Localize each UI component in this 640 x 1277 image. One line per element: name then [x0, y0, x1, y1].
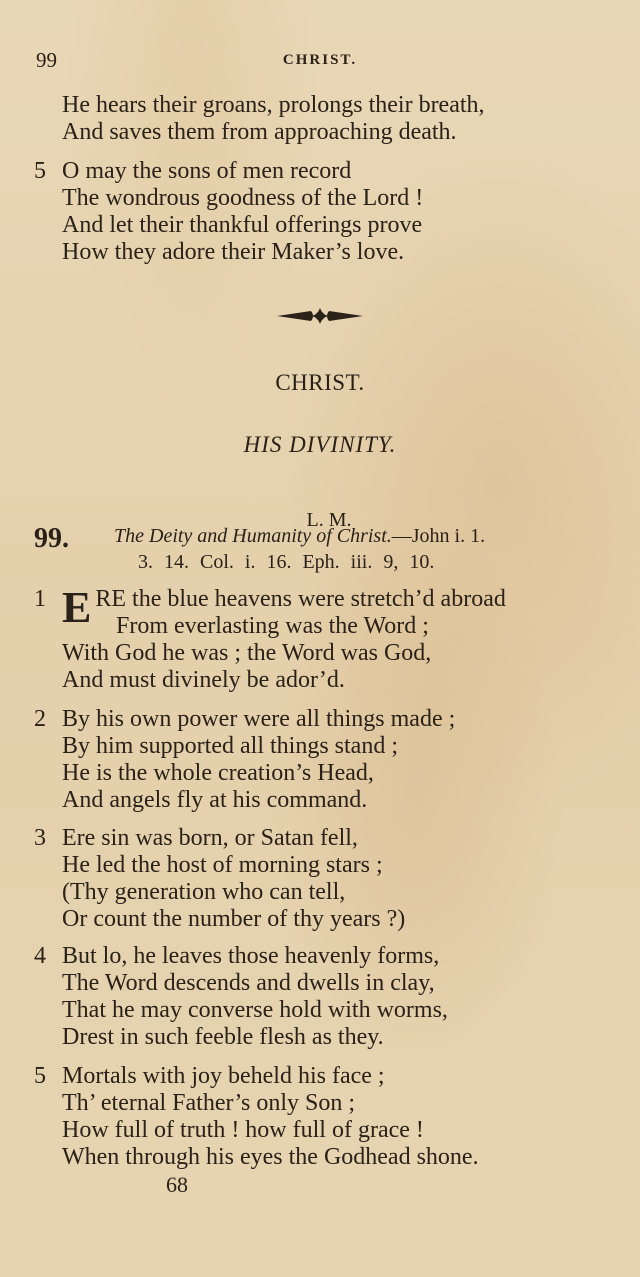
- hymn-title-reference: —John i. 1.: [391, 525, 486, 547]
- verse-line: How full of truth ! how full of grace !: [62, 1117, 424, 1143]
- page-number: 99: [36, 48, 57, 72]
- verse-line: He is the whole creation’s Head,: [62, 760, 374, 786]
- verse-line: O may the sons of men record: [62, 158, 352, 184]
- hymn-number: 99.: [34, 523, 69, 554]
- hymn-stanza-3: [34, 825, 405, 933]
- verse-line: Ere sin was born, or Satan fell,: [62, 825, 358, 851]
- drop-cap: E: [62, 583, 92, 632]
- stanza-number: 1: [34, 586, 46, 612]
- previous-hymn-continuation: [34, 92, 485, 146]
- verse-line: ERE the blue heavens were stretch’d abroad: [62, 583, 506, 632]
- verse-line: And saves them from approaching death.: [62, 119, 457, 145]
- hymn-title-italic: The Deity and Humanity of Christ.: [114, 525, 392, 547]
- verse-line: By his own power were all things made ;: [62, 706, 456, 732]
- verse-line: But lo, he leaves those heavenly forms,: [62, 943, 440, 969]
- verse-line: By him supported all things stand ;: [62, 733, 398, 759]
- running-title: CHRIST.: [282, 52, 358, 68]
- verse-line: He led the host of morning stars ;: [62, 852, 383, 878]
- verse-line: That he may converse hold with worms,: [62, 997, 448, 1023]
- verse-line: Th’ eternal Father’s only Son ;: [62, 1090, 356, 1116]
- stanza-number: 5: [34, 158, 46, 184]
- previous-hymn-stanza-5: [34, 158, 423, 266]
- section-subtitle: HIS DIVINITY.: [243, 432, 397, 457]
- section-title: CHRIST.: [275, 370, 365, 395]
- signature-mark: 68: [166, 1172, 188, 1197]
- verse-line: The wondrous goodness of the Lord !: [62, 185, 424, 211]
- hymn-stanza-1: [34, 583, 506, 694]
- hymn-meter: L. M.: [306, 509, 352, 531]
- stanza-number: 4: [34, 943, 46, 969]
- hymn-stanza-5: [34, 1063, 479, 1171]
- hymn-stanza-4: [34, 943, 448, 1051]
- verse-line: Drest in such feeble flesh as they.: [62, 1024, 384, 1050]
- hymn-title: [114, 525, 485, 548]
- verse-line: How they adore their Maker’s love.: [62, 239, 405, 265]
- stanza-number: 5: [34, 1063, 46, 1089]
- verse-line: With God he was ; the Word was God,: [62, 640, 432, 666]
- verse-line: And must divinely be ador’d.: [62, 667, 345, 693]
- page-header: [36, 48, 604, 78]
- verse-line: (Thy generation who can tell,: [62, 879, 346, 905]
- verse-line: And let their thankful offerings prove: [62, 212, 423, 238]
- verse-line: Mortals with joy beheld his face ;: [62, 1063, 385, 1089]
- stanza-number: 3: [34, 825, 46, 851]
- hymn-scripture-references: 3. 14. Col. i. 16. Eph. iii. 9, 10.: [138, 551, 435, 573]
- verse-line: The Word descends and dwells in clay,: [62, 970, 435, 996]
- verse-line: From everlasting was the Word ;: [116, 613, 429, 639]
- stanza-number: 2: [34, 706, 46, 732]
- verse-line: When through his eyes the Godhead shone.: [62, 1144, 479, 1170]
- hymn-stanza-2: [34, 706, 455, 814]
- fleuron-divider-icon: [0, 308, 640, 328]
- verse-line: He hears their groans, prolongs their breath,: [62, 92, 485, 118]
- verse-line: And angels fly at his command.: [62, 787, 368, 813]
- verse-line: Or count the number of thy years ?): [62, 906, 406, 932]
